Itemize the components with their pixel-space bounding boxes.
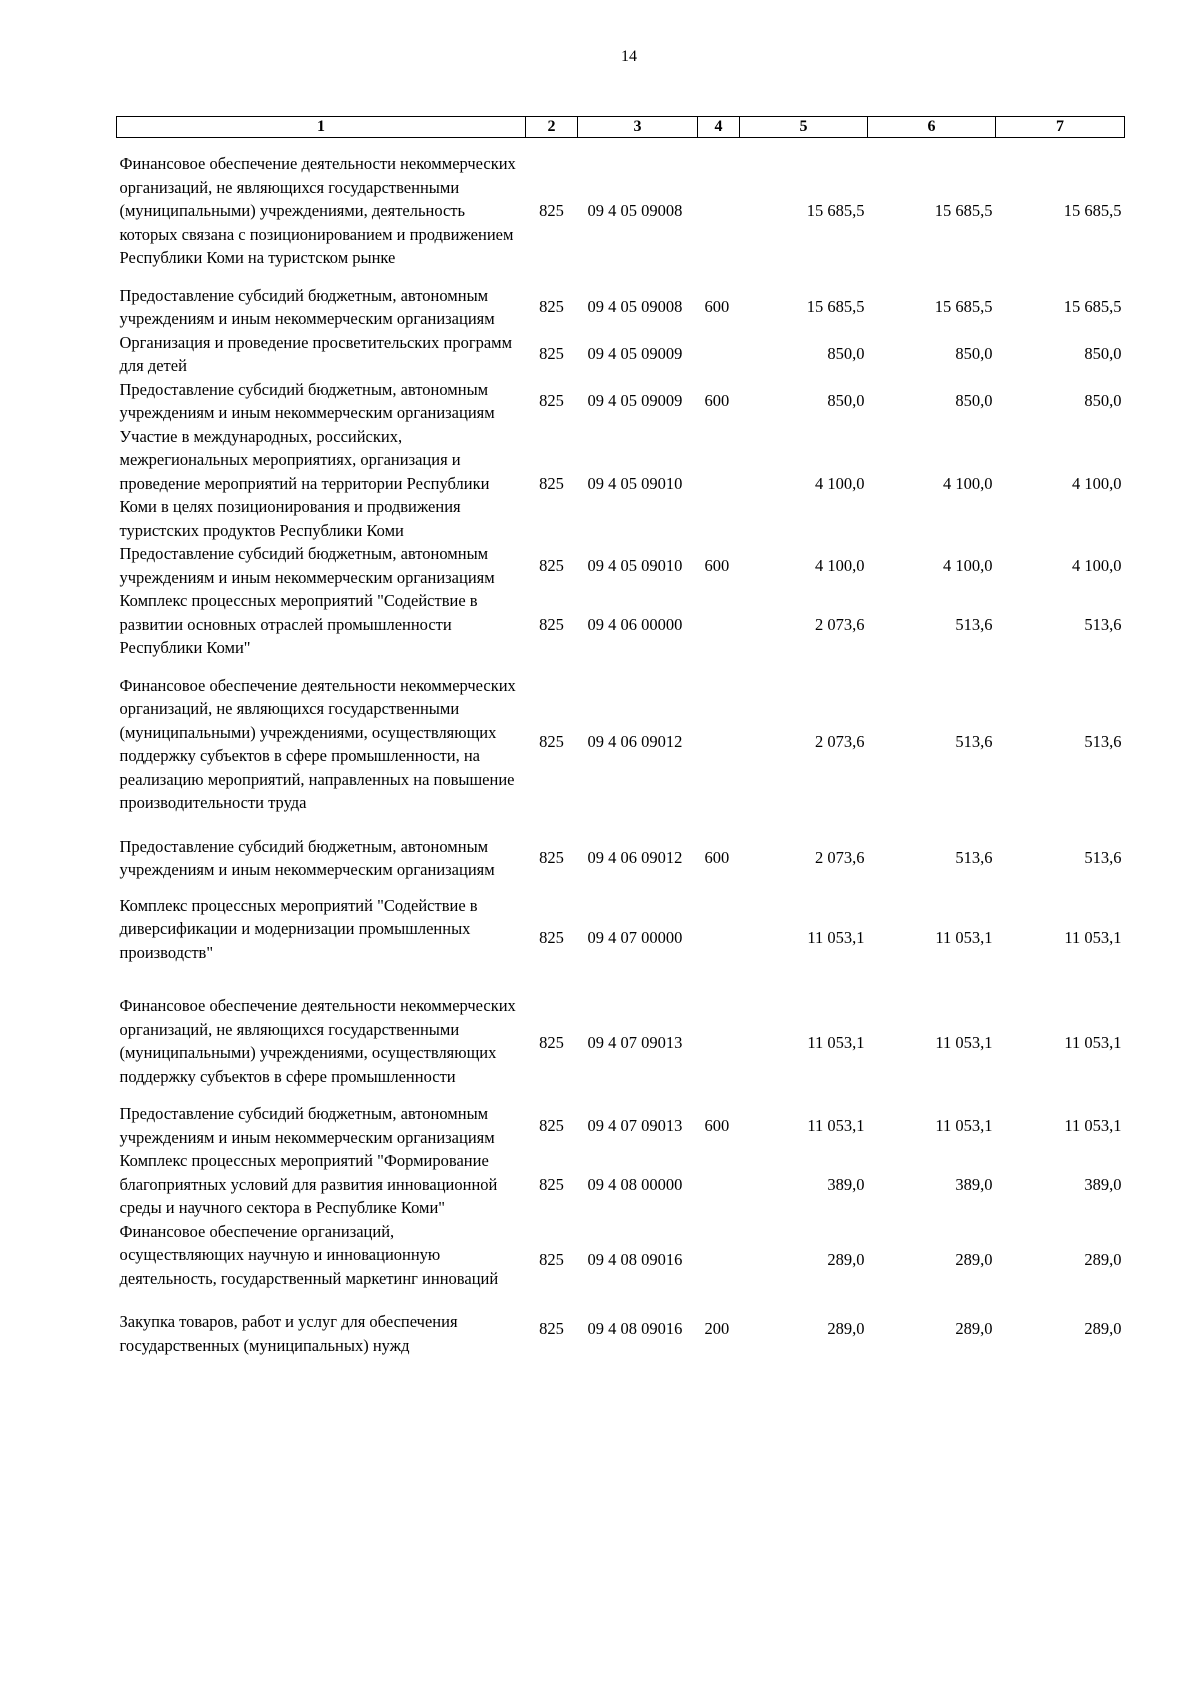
row-gr: 825 — [539, 391, 564, 411]
row-vr: 600 — [704, 297, 730, 317]
header-col-3: 3 — [578, 117, 698, 138]
row-value-6: 513,6 — [955, 848, 993, 868]
row-value-6: 4 100,0 — [943, 555, 993, 575]
header-col-5: 5 — [740, 117, 868, 138]
row-value-6: 11 053,1 — [935, 1115, 993, 1135]
row-value-5: 15 685,5 — [806, 297, 865, 317]
row-gr: 825 — [539, 1033, 564, 1053]
row-name: Финансовое обеспечение деятельности некоммерческих организаций, не являющихся государственными (муниципальными) учреждениями, деятельность которых связана с позиционированием и продвижением Республики Коми на туристском рынке — [119, 154, 516, 267]
table-row — [117, 542, 1125, 589]
row-csr: 09 4 08 00000 — [587, 1174, 683, 1194]
row-value-7: 15 685,5 — [1063, 201, 1122, 220]
row-gr: 825 — [539, 1115, 564, 1135]
header-col-4: 4 — [698, 117, 740, 138]
row-value-7: 4 100,0 — [1072, 555, 1122, 575]
row-name: Предоставление субсидий бюджетным, автономным учреждениям и иным некоммерческим организациям — [119, 379, 495, 422]
row-gr: 825 — [539, 614, 564, 634]
row-value-7: 513,6 — [1084, 848, 1122, 868]
row-gr: 825 — [539, 344, 564, 364]
row-value-6: 389,0 — [955, 1174, 993, 1194]
table-row — [117, 1300, 1125, 1357]
table-row — [117, 1149, 1125, 1220]
row-csr: 09 4 05 09009 — [587, 344, 683, 364]
row-value-6: 15 685,5 — [934, 297, 993, 317]
row-gr: 825 — [539, 201, 564, 220]
row-name: Предоставление субсидий бюджетным, автономным учреждениям и иным некоммерческим организациям — [119, 1104, 495, 1147]
row-value-7: 850,0 — [1084, 344, 1122, 364]
row-value-7: 513,6 — [1084, 732, 1122, 752]
row-value-5: 2 073,6 — [815, 848, 865, 868]
row-name: Участие в международных, российских, межрегиональных мероприятиях, организация и проведение мероприятий на территории Республики Коми в целях позиционирования и продвижения туристских продуктов Республики Коми — [119, 426, 490, 540]
row-gr: 825 — [539, 1318, 564, 1338]
row-gr: 825 — [539, 473, 564, 493]
row-value-6: 15 685,5 — [934, 201, 993, 220]
table-row — [117, 331, 1125, 378]
row-value-5: 11 053,1 — [807, 928, 865, 947]
row-name: Организация и проведение просветительских программ для детей — [119, 332, 513, 375]
row-value-6: 4 100,0 — [943, 473, 993, 493]
row-csr: 09 4 07 09013 — [587, 1033, 683, 1053]
row-vr — [698, 331, 740, 378]
row-csr: 09 4 07 00000 — [587, 928, 683, 947]
row-vr: 600 — [704, 1115, 730, 1135]
row-value-7: 11 053,1 — [1064, 928, 1122, 947]
row-value-6: 289,0 — [955, 1318, 993, 1338]
row-value-5: 4 100,0 — [815, 555, 865, 575]
row-gr: 825 — [539, 555, 564, 575]
row-value-6: 850,0 — [955, 391, 993, 411]
row-name: Предоставление субсидий бюджетным, автономным учреждениям и иным некоммерческим организациям — [119, 285, 495, 328]
row-csr: 09 4 05 09009 — [587, 391, 683, 411]
row-value-5: 2 073,6 — [815, 614, 865, 634]
row-vr: 600 — [704, 391, 730, 411]
row-value-7: 513,6 — [1084, 614, 1122, 634]
row-value-5: 850,0 — [827, 391, 865, 411]
budget-table — [116, 116, 1125, 1357]
row-value-7: 11 053,1 — [1064, 1033, 1122, 1053]
row-vr — [698, 589, 740, 660]
row-vr — [698, 138, 740, 284]
row-value-7: 289,0 — [1084, 1318, 1122, 1338]
row-gr: 825 — [539, 848, 564, 868]
table-row — [117, 284, 1125, 331]
row-name: Финансовое обеспечение организаций, осуществляющих научную и инновационную деятельность, государственный маркетинг инноваций — [119, 1221, 499, 1288]
table-row — [117, 660, 1125, 825]
header-col-1: 1 — [117, 117, 526, 138]
row-value-6: 513,6 — [955, 614, 993, 634]
row-value-6: 513,6 — [955, 732, 993, 752]
row-csr: 09 4 06 09012 — [587, 848, 683, 868]
table-row — [117, 825, 1125, 892]
row-value-5: 289,0 — [827, 1250, 865, 1269]
table-row — [117, 138, 1125, 284]
row-vr — [698, 425, 740, 543]
header-col-2: 2 — [526, 117, 578, 138]
row-value-7: 4 100,0 — [1072, 473, 1122, 493]
row-gr: 825 — [539, 1250, 564, 1269]
row-name: Финансовое обеспечение деятельности некоммерческих организаций, не являющихся государственными (муниципальными) учреждениями, осуществляющих поддержку субъектов в сфере промышленности — [119, 996, 516, 1086]
row-vr: 600 — [704, 848, 730, 868]
table-row — [117, 425, 1125, 543]
row-name: Закупка товаров, работ и услуг для обеспечения государственных (муниципальных) нужд — [119, 1312, 458, 1355]
row-csr: 09 4 06 09012 — [587, 732, 683, 752]
row-value-5: 389,0 — [827, 1174, 865, 1194]
row-value-7: 850,0 — [1084, 391, 1122, 411]
row-vr — [698, 892, 740, 985]
row-gr: 825 — [539, 1174, 564, 1194]
row-value-6: 289,0 — [955, 1250, 993, 1269]
row-csr: 09 4 08 09016 — [587, 1318, 683, 1338]
row-csr: 09 4 05 09010 — [587, 555, 683, 575]
page-number: 14 — [621, 48, 637, 65]
table-row — [117, 378, 1125, 425]
table-row — [117, 984, 1125, 1102]
header-col-6: 6 — [868, 117, 996, 138]
row-value-6: 850,0 — [955, 344, 993, 364]
row-value-6: 11 053,1 — [935, 1033, 993, 1053]
row-value-7: 289,0 — [1084, 1250, 1122, 1269]
row-csr: 09 4 05 09010 — [587, 473, 683, 493]
row-csr: 09 4 06 00000 — [587, 614, 683, 634]
row-value-7: 11 053,1 — [1064, 1115, 1122, 1135]
row-name: Финансовое обеспечение деятельности некоммерческих организаций, не являющихся государственными (муниципальными) учреждениями, осуществляющих поддержку субъектов в сфере промышленности, на реализацию мероприятий, направленных на повышение производительности труда — [119, 675, 516, 812]
row-value-5: 11 053,1 — [807, 1115, 865, 1135]
row-value-5: 15 685,5 — [806, 201, 865, 220]
header-col-7: 7 — [996, 117, 1125, 138]
row-value-5: 850,0 — [827, 344, 865, 364]
row-vr: 200 — [704, 1318, 730, 1338]
table-row — [117, 1220, 1125, 1301]
row-vr — [698, 660, 740, 825]
row-value-5: 4 100,0 — [815, 473, 865, 493]
row-vr — [698, 1220, 740, 1301]
row-csr: 09 4 05 09008 — [587, 297, 683, 317]
row-value-5: 11 053,1 — [807, 1033, 865, 1053]
row-value-5: 2 073,6 — [815, 732, 865, 752]
row-name: Комплекс процессных мероприятий "Содействие в диверсификации и модернизации промышленных производств" — [119, 895, 478, 962]
row-vr — [698, 984, 740, 1102]
table-header-row — [117, 117, 1125, 138]
row-gr: 825 — [539, 297, 564, 317]
row-name: Предоставление субсидий бюджетным, автономным учреждениям и иным некоммерческим организациям — [119, 836, 495, 879]
row-value-6: 11 053,1 — [935, 928, 993, 947]
row-value-5: 289,0 — [827, 1318, 865, 1338]
row-name: Комплекс процессных мероприятий "Формирование благоприятных условий для развития инновационной среды и научного сектора в Республике Коми" — [119, 1151, 498, 1217]
table-row — [117, 892, 1125, 985]
row-gr: 825 — [539, 732, 564, 752]
row-name: Комплекс процессных мероприятий "Содействие в развитии основных отраслей промышленности Республики Коми" — [119, 591, 478, 657]
row-csr: 09 4 08 09016 — [587, 1250, 683, 1269]
row-gr: 825 — [539, 928, 564, 947]
row-value-7: 389,0 — [1084, 1174, 1122, 1194]
table-row — [117, 589, 1125, 660]
row-name: Предоставление субсидий бюджетным, автономным учреждениям и иным некоммерческим организациям — [119, 544, 495, 587]
row-vr — [698, 1149, 740, 1220]
row-csr: 09 4 07 09013 — [587, 1115, 683, 1135]
table-row — [117, 1102, 1125, 1149]
row-value-7: 15 685,5 — [1063, 297, 1122, 317]
row-csr: 09 4 05 09008 — [587, 201, 683, 220]
row-vr: 600 — [704, 555, 730, 575]
